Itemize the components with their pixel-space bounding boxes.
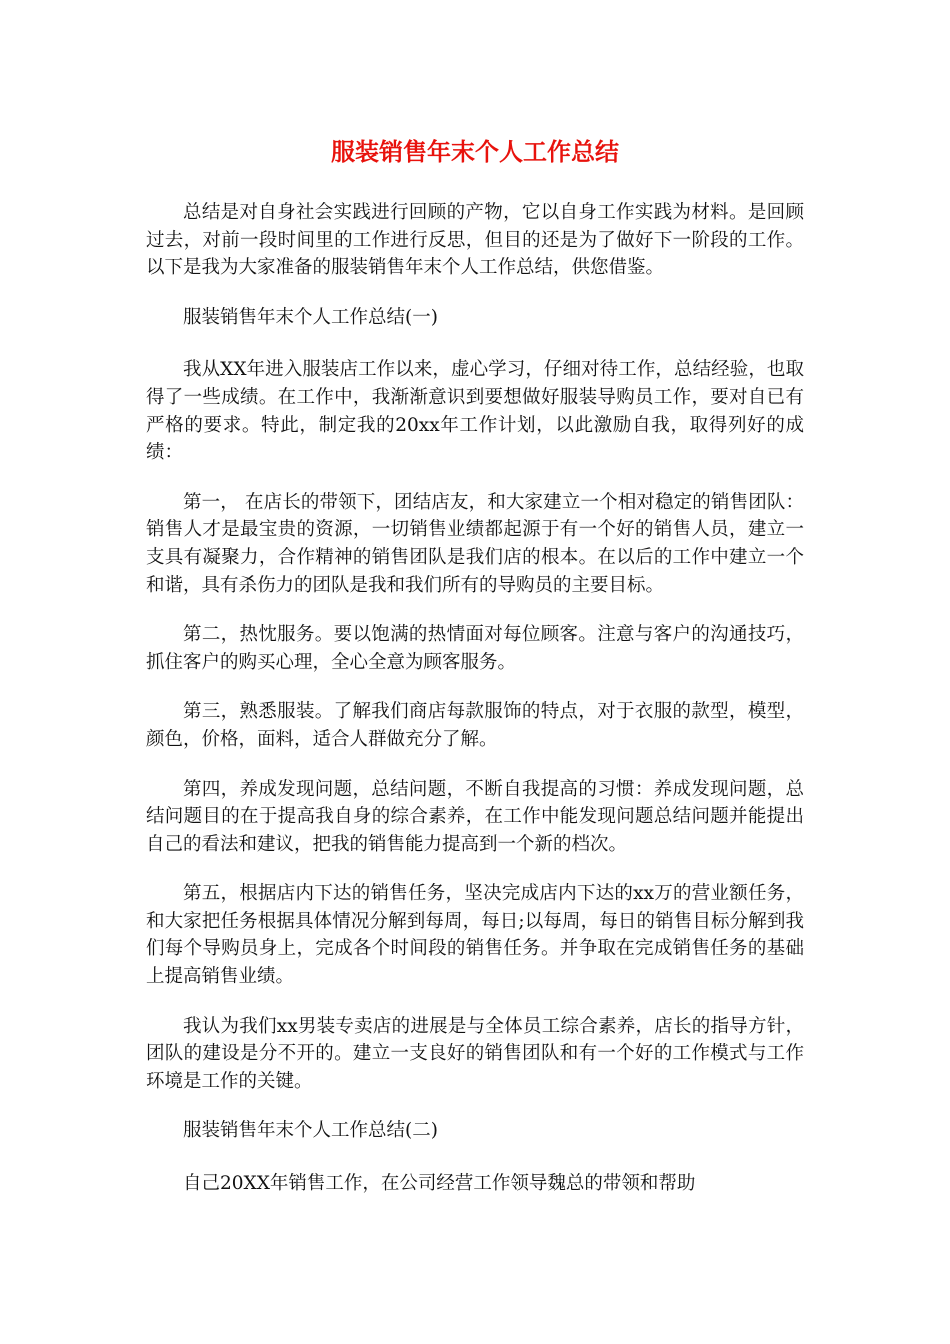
- body-paragraph: 我从XX年进入服装店工作以来，虚心学习，仔细对待工作，总结经验，也取得了一些成绩。在工作中，我渐渐意识到要想做好服装导购员工作，要对自已有严格的要求。特此，制定我的20xx年工作计划，以此激励自我，取得列好的成绩：: [146, 359, 804, 464]
- body-paragraph: 第二，热忱服务。要以饱满的热情面对每位顾客。注意与客户的沟通技巧，抓住客户的购买心理，全心全意为顾客服务。: [146, 624, 804, 673]
- body-paragraph: 第三，熟悉服装。了解我们商店每款服饰的特点，对于衣服的款型，模型，颜色，价格，面料，适合人群做充分了解。: [146, 701, 804, 750]
- body-paragraph: 第一， 在店长的带领下，团结店友，和大家建立一个相对稳定的销售团队：销售人才是最宝贵的资源，一切销售业绩都起源于有一个好的销售人员，建立一支具有凝聚力，合作精神的销售团队是我们店的根本。在以后的工作中建立一个和谐，具有杀伤力的团队是我和我们所有的导购员的主要目标。: [146, 491, 804, 596]
- body-paragraph: 我认为我们xx男装专卖店的进展是与全体员工综合素养，店长的指导方针，团队的建设是分不开的。建立一支良好的销售团队和有一个好的工作模式与工作环境是工作的关键。: [146, 1015, 804, 1092]
- section-heading-two: 服装销售年末个人工作总结(二): [183, 1120, 438, 1142]
- body-paragraph: 第五，根据店内下达的销售任务，坚决完成店内下达的xx万的营业额任务，和大家把任务根据具体情况分解到每周，每日;以每周，每日的销售目标分解到我们每个导购员身上，完成各个时间段的销售任务。并争取在完成销售任务的基础上提高销售业绩。: [146, 883, 804, 988]
- intro-paragraph: 总结是对自身社会实践进行回顾的产物，它以自身工作实践为材料。是回顾过去，对前一段时间里的工作进行反思，但目的还是为了做好下一阶段的工作。以下是我为大家准备的服装销售年末个人工作总结，供您借鉴。: [146, 202, 804, 279]
- section-heading-one: 服装销售年末个人工作总结(一): [183, 306, 438, 328]
- document-body: [146, 199, 804, 1220]
- body-paragraph: 第四，养成发现问题，总结问题，不断自我提高的习惯：养成发现问题，总结问题目的在于提高我自身的综合素养，在工作中能发现问题总结问题并能提出自己的看法和建议，把我的销售能力提高到一个新的档次。: [146, 778, 804, 855]
- body-paragraph: 自己20XX年销售工作，在公司经营工作领导魏总的带领和帮助: [183, 1173, 696, 1195]
- document-title: 服装销售年末个人工作总结: [331, 138, 619, 166]
